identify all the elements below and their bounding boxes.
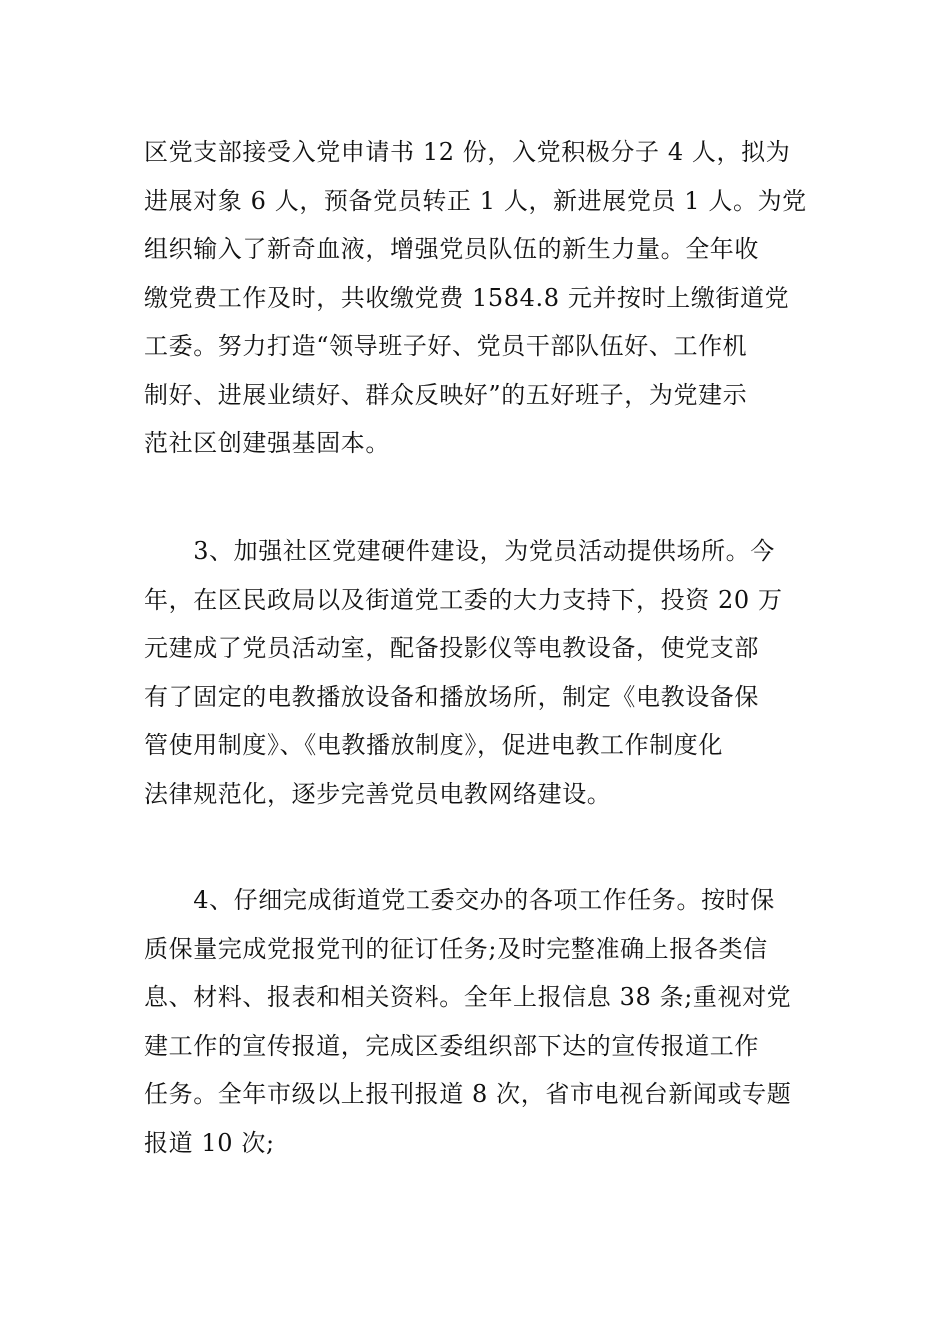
paragraph-line: 制好、进展业绩好、群众反映好”的五好班子，为党建示 bbox=[144, 380, 748, 409]
paragraph-line: 工委。努力打造“领导班子好、党员干部队伍好、工作机 bbox=[144, 332, 748, 360]
paragraph-line: 年，在区民政局以及街道党工委的大力支持下，投资 20 万 bbox=[144, 585, 783, 614]
paragraph-line: 有了固定的电教播放设备和播放场所，制定《电教设备保 bbox=[144, 682, 759, 711]
paragraph-line: 区党支部接受入党申请书 12 份，入党积极分子 4 人，拟为 bbox=[144, 138, 791, 166]
paragraph-party-members bbox=[144, 128, 806, 468]
paragraph-line: 息、材料、报表和相关资料。全年上报信息 38 条;重视对党 bbox=[144, 983, 792, 1011]
paragraph-work-tasks bbox=[144, 876, 806, 1167]
paragraph-line: 法律规范化，逐步完善党员电教网络建设。 bbox=[144, 779, 612, 808]
paragraph-line: 进展对象 6 人，预备党员转正 1 人，新进展党员 1 人。为党 bbox=[144, 186, 807, 215]
paragraph-line: 管使用制度》、《电教播放制度》，促进电教工作制度化 bbox=[144, 731, 723, 759]
paragraph-line: 任务。全年市级以上报刊报道 8 次，省市电视台新闻或专题 bbox=[144, 1080, 792, 1108]
paragraph-hardware-construction bbox=[144, 527, 806, 818]
paragraph-line: 4、仔细完成街道党工委交办的各项工作任务。按时保 bbox=[144, 886, 775, 914]
paragraph-line: 建工作的宣传报道，完成区委组织部下达的宣传报道工作 bbox=[144, 1031, 759, 1060]
paragraph-line: 元建成了党员活动室，配备投影仪等电教设备，使党支部 bbox=[144, 634, 759, 662]
paragraph-line: 3、加强社区党建硬件建设，为党员活动提供场所。今 bbox=[144, 537, 775, 565]
paragraph-line: 范社区创建强基固本。 bbox=[144, 429, 390, 457]
paragraph-line: 缴党费工作及时，共收缴党费 1584.8 元并按时上缴街道党 bbox=[144, 283, 790, 312]
paragraph-line: 质保量完成党报党刊的征订任务;及时完整准确上报各类信 bbox=[144, 934, 768, 963]
paragraph-line: 组织输入了新奇血液，增强党员队伍的新生力量。全年收 bbox=[144, 235, 759, 263]
paragraph-line: 报道 10 次; bbox=[144, 1128, 275, 1157]
